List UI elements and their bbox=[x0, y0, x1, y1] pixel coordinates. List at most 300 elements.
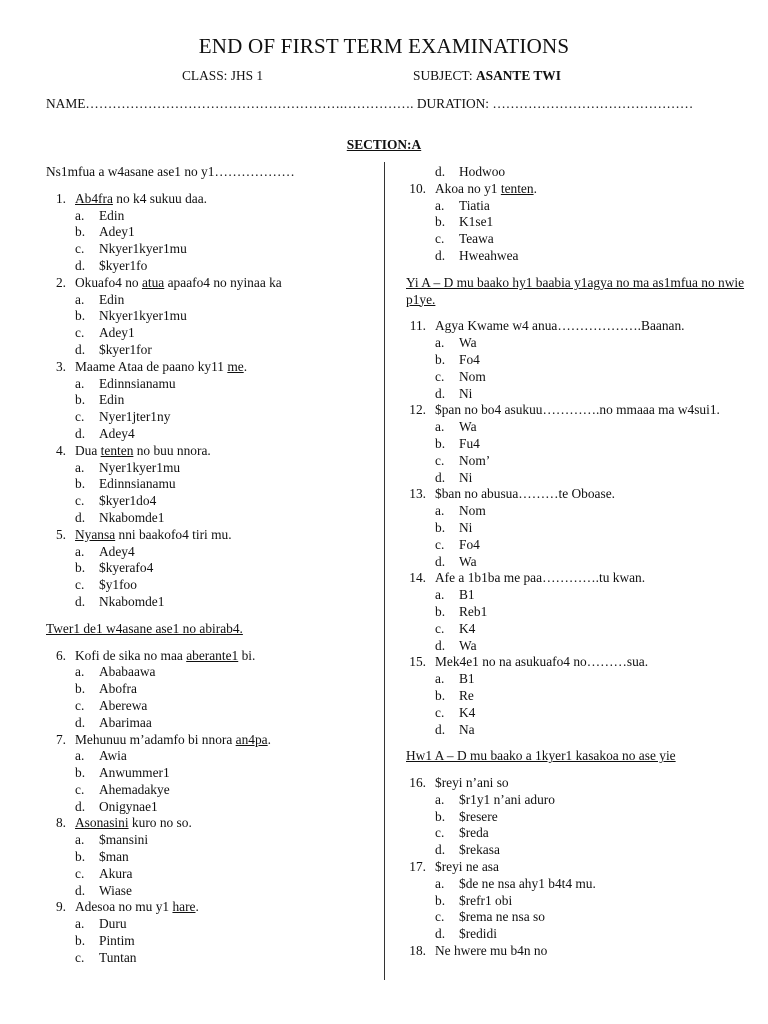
option bbox=[406, 926, 756, 943]
option bbox=[406, 369, 756, 386]
question-number: 17. bbox=[409, 859, 426, 875]
question-block bbox=[46, 815, 376, 899]
option bbox=[406, 705, 756, 722]
option bbox=[46, 698, 376, 715]
question-stem bbox=[406, 181, 756, 198]
option-text: $de ne nsa ahy1 b4t4 mu. bbox=[459, 875, 596, 891]
option-letter: d. bbox=[435, 385, 446, 401]
option-text: Tuntan bbox=[99, 949, 137, 965]
option-letter: d. bbox=[435, 842, 446, 858]
option bbox=[46, 241, 376, 258]
option-letter: b. bbox=[75, 681, 86, 697]
option-text: Adey4 bbox=[99, 425, 135, 441]
option-text: $man bbox=[99, 849, 129, 865]
option-text: Nkyer1kyer1mu bbox=[99, 308, 187, 324]
option bbox=[406, 231, 756, 248]
option bbox=[46, 933, 376, 950]
option bbox=[406, 876, 756, 893]
option-letter: c. bbox=[435, 452, 445, 468]
question-number: 9. bbox=[55, 899, 66, 915]
question-text: Dua bbox=[75, 442, 101, 458]
question-stem bbox=[46, 275, 376, 292]
option-text: Nom bbox=[459, 503, 486, 519]
question-stem bbox=[406, 570, 756, 587]
question-text: Afe a 1b1ba me paa………….tu kwan. bbox=[435, 570, 646, 586]
option-text: Edinnsianamu bbox=[99, 476, 176, 492]
option-text: Hodwoo bbox=[459, 164, 506, 179]
option bbox=[46, 715, 376, 732]
option-text: $kyerafo4 bbox=[99, 560, 154, 576]
option-text: Fo4 bbox=[459, 351, 480, 367]
option bbox=[406, 470, 756, 487]
option bbox=[46, 308, 376, 325]
option-text: Nyer1kyer1mu bbox=[99, 459, 181, 475]
option-text: $kyer1for bbox=[99, 341, 152, 357]
question-text: Ne hwere mu b4n no bbox=[435, 943, 548, 959]
option-letter: d. bbox=[75, 257, 86, 273]
question-stem bbox=[406, 486, 756, 503]
option bbox=[46, 560, 376, 577]
option-letter: d. bbox=[435, 469, 446, 485]
question-text: no k4 sukuu daa. bbox=[112, 190, 208, 206]
option-letter: b. bbox=[435, 808, 446, 824]
option-letter: a. bbox=[435, 335, 445, 351]
question-text: Akoa no y1 bbox=[435, 180, 501, 196]
option-letter: d. bbox=[75, 341, 86, 357]
option bbox=[406, 554, 756, 571]
question-number: 4. bbox=[55, 442, 66, 458]
option-letter: b. bbox=[75, 765, 86, 781]
subject-value: ASANTE TWI bbox=[475, 68, 561, 83]
question-underlined-word: tenten bbox=[100, 442, 134, 458]
option bbox=[406, 825, 756, 842]
question-number: 5. bbox=[55, 526, 66, 542]
question-block bbox=[46, 443, 376, 527]
option bbox=[406, 198, 756, 215]
option-letter: a. bbox=[75, 459, 85, 475]
option-text: Hweahwea bbox=[459, 247, 519, 263]
option bbox=[406, 248, 756, 265]
option-text: Re bbox=[459, 687, 474, 703]
option-letter: c. bbox=[75, 949, 85, 965]
question-text: Kofi de sika no maa bbox=[75, 647, 187, 663]
question-number: 3. bbox=[55, 358, 66, 374]
question-stem bbox=[46, 527, 376, 544]
option bbox=[46, 950, 376, 967]
option bbox=[46, 476, 376, 493]
option-letter: c. bbox=[75, 781, 85, 797]
option bbox=[46, 392, 376, 409]
option-letter: d. bbox=[75, 509, 86, 525]
option-text: $y1foo bbox=[99, 577, 137, 593]
option-letter: d. bbox=[435, 926, 446, 942]
option bbox=[46, 594, 376, 611]
option bbox=[46, 849, 376, 866]
option-letter: c. bbox=[75, 865, 85, 881]
question-text: Maame Ataa de paano ky11 bbox=[75, 358, 228, 374]
question-stem bbox=[406, 654, 756, 671]
option-text: Wa bbox=[459, 335, 477, 351]
question-underlined-word: tenten bbox=[500, 180, 534, 196]
option bbox=[406, 638, 756, 655]
option-letter: c. bbox=[75, 409, 85, 425]
question-number: 10. bbox=[409, 180, 426, 196]
option-text: Nom’ bbox=[459, 452, 491, 468]
instruction-1: Ns1mfua a w4asane ase1 no y1……………… bbox=[46, 164, 295, 179]
option bbox=[406, 164, 756, 181]
option-letter: a. bbox=[435, 791, 445, 807]
option-letter: b. bbox=[435, 892, 446, 908]
option-letter: a. bbox=[75, 375, 85, 391]
option-text: Teawa bbox=[459, 231, 494, 247]
exam-title: END OF FIRST TERM EXAMINATIONS bbox=[198, 34, 570, 58]
question-block bbox=[46, 899, 376, 966]
option bbox=[46, 208, 376, 225]
question-block bbox=[406, 570, 756, 654]
option bbox=[406, 792, 756, 809]
question-underlined-word: Nyansa bbox=[75, 526, 116, 542]
option bbox=[406, 722, 756, 739]
question-block bbox=[406, 318, 756, 402]
option-text: Wa bbox=[459, 553, 477, 569]
option-letter: a. bbox=[435, 419, 445, 435]
option bbox=[46, 799, 376, 816]
option-text: K4 bbox=[459, 620, 476, 636]
option-letter: b. bbox=[75, 392, 86, 408]
option-letter: d. bbox=[435, 553, 446, 569]
instruction-3: Yi A – D mu baako hy1 baabia y1agya no ma as1mfua no nwie p1ye. bbox=[406, 274, 745, 307]
option bbox=[406, 688, 756, 705]
option bbox=[46, 376, 376, 393]
option bbox=[46, 765, 376, 782]
question-text: $pan no bo4 asukuu………….no mmaaa ma w4sui1. bbox=[435, 402, 720, 418]
question-text: $reyi n’ani so bbox=[435, 775, 509, 791]
question-underlined-word: Asonasini bbox=[75, 815, 129, 831]
question-text: no buu nnora. bbox=[133, 442, 211, 458]
option-text: Ahemadakye bbox=[99, 781, 170, 797]
option-letter: c. bbox=[435, 536, 445, 552]
option-text: $rema ne nsa so bbox=[459, 909, 545, 925]
option-letter: b. bbox=[435, 435, 446, 451]
option-letter: b. bbox=[435, 214, 446, 230]
option-letter: c. bbox=[75, 241, 85, 257]
question-number: 12. bbox=[409, 402, 426, 418]
option bbox=[46, 325, 376, 342]
option-text: Tiatia bbox=[459, 197, 490, 213]
option bbox=[46, 510, 376, 527]
option-text: $r1y1 n’ani aduro bbox=[459, 791, 555, 807]
option-text: B1 bbox=[459, 587, 475, 603]
option-text: Akura bbox=[99, 865, 133, 881]
option-text: Fu4 bbox=[459, 435, 480, 451]
option-letter: d. bbox=[75, 798, 86, 814]
option-letter: c. bbox=[435, 704, 445, 720]
option bbox=[406, 842, 756, 859]
option bbox=[46, 883, 376, 900]
option-text: Aberewa bbox=[99, 697, 148, 713]
option bbox=[406, 671, 756, 688]
option-text: Abofra bbox=[99, 681, 137, 697]
question-block bbox=[406, 486, 756, 570]
question-stem bbox=[406, 318, 756, 335]
option-text: Edin bbox=[99, 392, 125, 408]
option bbox=[46, 748, 376, 765]
question-stem bbox=[406, 943, 756, 960]
question-number: 1. bbox=[55, 190, 66, 206]
option bbox=[406, 335, 756, 352]
question-block bbox=[406, 181, 756, 265]
option bbox=[406, 809, 756, 826]
option-letter: d. bbox=[75, 714, 86, 730]
option-text: Adey4 bbox=[99, 543, 135, 559]
option-text: B1 bbox=[459, 671, 475, 687]
question-underlined-word: me bbox=[227, 358, 244, 374]
question-block bbox=[46, 527, 376, 611]
question-text: . bbox=[533, 180, 537, 196]
option-letter: a. bbox=[435, 503, 445, 519]
option bbox=[46, 577, 376, 594]
question-text: Mek4e1 no na asukuafo4 no………sua. bbox=[435, 654, 649, 670]
question-stem bbox=[406, 775, 756, 792]
question-block bbox=[46, 648, 376, 732]
option-letter: b. bbox=[75, 308, 86, 324]
question-text: apaafo4 no nyinaa ka bbox=[164, 274, 282, 290]
option-text: $reda bbox=[459, 825, 489, 841]
option-text: Adey1 bbox=[99, 224, 135, 240]
option-letter: a. bbox=[435, 587, 445, 603]
instruction-2: Twer1 de1 w4asane ase1 no abirab4. bbox=[46, 620, 243, 636]
question-text: $ban no abusua………te Oboase. bbox=[435, 486, 615, 502]
option-text: Nkabomde1 bbox=[99, 593, 165, 609]
question-number: 18. bbox=[409, 943, 426, 959]
question-block bbox=[46, 732, 376, 816]
option bbox=[46, 544, 376, 561]
question-text: . bbox=[243, 358, 248, 374]
option-text: Wiase bbox=[99, 882, 132, 898]
option-letter: d. bbox=[75, 882, 86, 898]
option-letter: d. bbox=[435, 721, 446, 737]
right-column bbox=[406, 164, 756, 960]
option-letter: c. bbox=[435, 231, 445, 247]
option bbox=[46, 916, 376, 933]
option bbox=[406, 587, 756, 604]
option-text: Fo4 bbox=[459, 536, 480, 552]
left-column bbox=[46, 164, 376, 967]
option bbox=[46, 342, 376, 359]
question-text: $reyi ne asa bbox=[435, 859, 499, 875]
option-text: Ababaawa bbox=[99, 664, 156, 680]
question-number: 15. bbox=[409, 654, 426, 670]
option-letter: d. bbox=[435, 637, 446, 653]
option-letter: a. bbox=[75, 916, 85, 932]
question-number: 2. bbox=[55, 274, 66, 290]
option-text: Ni bbox=[459, 469, 473, 485]
question-stem bbox=[46, 899, 376, 916]
option-letter: a. bbox=[75, 291, 85, 307]
option bbox=[46, 224, 376, 241]
option-text: $mansini bbox=[99, 832, 149, 848]
question-text: Adesoa no mu y1 bbox=[75, 899, 173, 915]
question-block bbox=[406, 859, 756, 943]
option bbox=[406, 419, 756, 436]
question-text: . bbox=[195, 899, 199, 915]
option-letter: a. bbox=[75, 832, 85, 848]
column-divider bbox=[384, 162, 385, 980]
option bbox=[406, 386, 756, 403]
option-letter: b. bbox=[75, 849, 86, 865]
option bbox=[46, 493, 376, 510]
option bbox=[406, 453, 756, 470]
option-text: Nkyer1kyer1mu bbox=[99, 241, 187, 257]
option bbox=[406, 503, 756, 520]
option-text: $kyer1do4 bbox=[99, 493, 157, 509]
option-text: Wa bbox=[459, 419, 477, 435]
option bbox=[46, 866, 376, 883]
subject-prefix: SUBJECT: bbox=[413, 68, 476, 83]
option-text: $redidi bbox=[459, 926, 497, 942]
option-letter: d. bbox=[435, 247, 446, 263]
option bbox=[406, 909, 756, 926]
option-letter: d. bbox=[75, 593, 86, 609]
question-underlined-word: aberante1 bbox=[186, 647, 239, 663]
option-letter: c. bbox=[435, 368, 445, 384]
question-underlined-word: an4pa bbox=[235, 731, 268, 747]
question-stem bbox=[46, 359, 376, 376]
option bbox=[406, 436, 756, 453]
option bbox=[406, 214, 756, 231]
option-text: K4 bbox=[459, 704, 476, 720]
option-letter: a. bbox=[435, 671, 445, 687]
option-text: $resere bbox=[459, 808, 498, 824]
option-letter: a. bbox=[435, 197, 445, 213]
question-block bbox=[46, 275, 376, 359]
option bbox=[46, 292, 376, 309]
option-text: Abarimaa bbox=[99, 714, 152, 730]
class-label: CLASS: JHS 1 bbox=[182, 68, 264, 83]
section-title: SECTION:A bbox=[346, 137, 422, 152]
option-text: Pintim bbox=[99, 933, 135, 949]
question-text: bi. bbox=[238, 647, 256, 663]
option bbox=[46, 258, 376, 275]
option-text: Ni bbox=[459, 519, 473, 535]
option-text: Wa bbox=[459, 637, 477, 653]
option-letter: b. bbox=[75, 224, 86, 240]
option bbox=[46, 409, 376, 426]
option-text: K1se1 bbox=[459, 214, 494, 230]
option-text: Awia bbox=[99, 748, 127, 764]
question-block bbox=[406, 402, 756, 486]
question-stem bbox=[46, 815, 376, 832]
question-text: nni baakofo4 tiri mu. bbox=[115, 526, 232, 542]
option-letter: a. bbox=[435, 875, 445, 891]
option bbox=[46, 426, 376, 443]
option-letter: c. bbox=[435, 620, 445, 636]
option-text: $rekasa bbox=[459, 842, 500, 858]
option-letter: a. bbox=[75, 543, 85, 559]
question-stem bbox=[46, 191, 376, 208]
option-letter: c. bbox=[75, 577, 85, 593]
option bbox=[46, 782, 376, 799]
question-number: 7. bbox=[55, 731, 66, 747]
option-text: Na bbox=[459, 721, 475, 737]
option-letter: b. bbox=[75, 476, 86, 492]
option-letter: b. bbox=[435, 603, 446, 619]
option-letter: b. bbox=[75, 933, 86, 949]
question-text: Okuafo4 no bbox=[75, 274, 142, 290]
question-stem bbox=[406, 402, 756, 419]
question-text: Mehunuu m’adamfo bi nnora bbox=[75, 731, 236, 747]
option-letter: d. bbox=[75, 425, 86, 441]
question-block bbox=[406, 654, 756, 738]
option-letter: a. bbox=[75, 664, 85, 680]
option-text: Nkabomde1 bbox=[99, 509, 165, 525]
option-letter: b. bbox=[75, 560, 86, 576]
question-underlined-word: atua bbox=[141, 274, 165, 290]
option bbox=[46, 832, 376, 849]
question-stem bbox=[406, 859, 756, 876]
question-number: 16. bbox=[409, 775, 426, 791]
option-letter: c. bbox=[435, 825, 445, 841]
option-text: Anwummer1 bbox=[99, 765, 170, 781]
option bbox=[46, 664, 376, 681]
question-number: 14. bbox=[409, 570, 426, 586]
option-text: Ni bbox=[459, 385, 473, 401]
option-letter: a. bbox=[75, 207, 85, 223]
option bbox=[406, 352, 756, 369]
option bbox=[406, 537, 756, 554]
option-letter: b. bbox=[435, 687, 446, 703]
option-text: $kyer1fo bbox=[99, 257, 148, 273]
option-text: Duru bbox=[99, 916, 127, 932]
option bbox=[406, 604, 756, 621]
question-underlined-word: hare bbox=[172, 899, 196, 915]
question-text: kuro no so. bbox=[128, 815, 192, 831]
question-block bbox=[46, 191, 376, 275]
option-letter: b. bbox=[435, 351, 446, 367]
option-text: Nom bbox=[459, 368, 486, 384]
subject-label bbox=[413, 68, 561, 84]
option bbox=[406, 520, 756, 537]
option bbox=[406, 893, 756, 910]
option-letter: c. bbox=[75, 697, 85, 713]
instruction-4: Hw1 A – D mu baako a 1kyer1 kasakoa no ase yie bbox=[406, 748, 676, 764]
option-letter: c. bbox=[75, 325, 85, 341]
option-text: Adey1 bbox=[99, 325, 135, 341]
question-stem bbox=[46, 443, 376, 460]
question-block bbox=[406, 775, 756, 859]
option-text: Edinnsianamu bbox=[99, 375, 176, 391]
option-text: Nyer1jter1ny bbox=[99, 409, 171, 425]
question-block bbox=[46, 359, 376, 443]
option-letter: a. bbox=[75, 748, 85, 764]
option bbox=[46, 460, 376, 477]
question-number: 8. bbox=[55, 815, 66, 831]
question-stem bbox=[46, 648, 376, 665]
option-letter: c. bbox=[75, 493, 85, 509]
option-letter: b. bbox=[435, 519, 446, 535]
question-number: 6. bbox=[55, 647, 66, 663]
option-letter: d. bbox=[435, 164, 446, 179]
option-text: Onigynae1 bbox=[99, 798, 158, 814]
option-text: Reb1 bbox=[459, 603, 488, 619]
question-underlined-word: Ab4fra bbox=[75, 190, 113, 206]
question-block bbox=[406, 943, 756, 960]
option-text: Edin bbox=[99, 291, 125, 307]
name-duration-line: NAME………………………………………………….……………. DURATION: ……………………………………… bbox=[46, 96, 694, 111]
option bbox=[46, 681, 376, 698]
question-stem bbox=[46, 732, 376, 749]
question-text: Agya Kwame w4 anua……………….Baanan. bbox=[435, 318, 685, 334]
